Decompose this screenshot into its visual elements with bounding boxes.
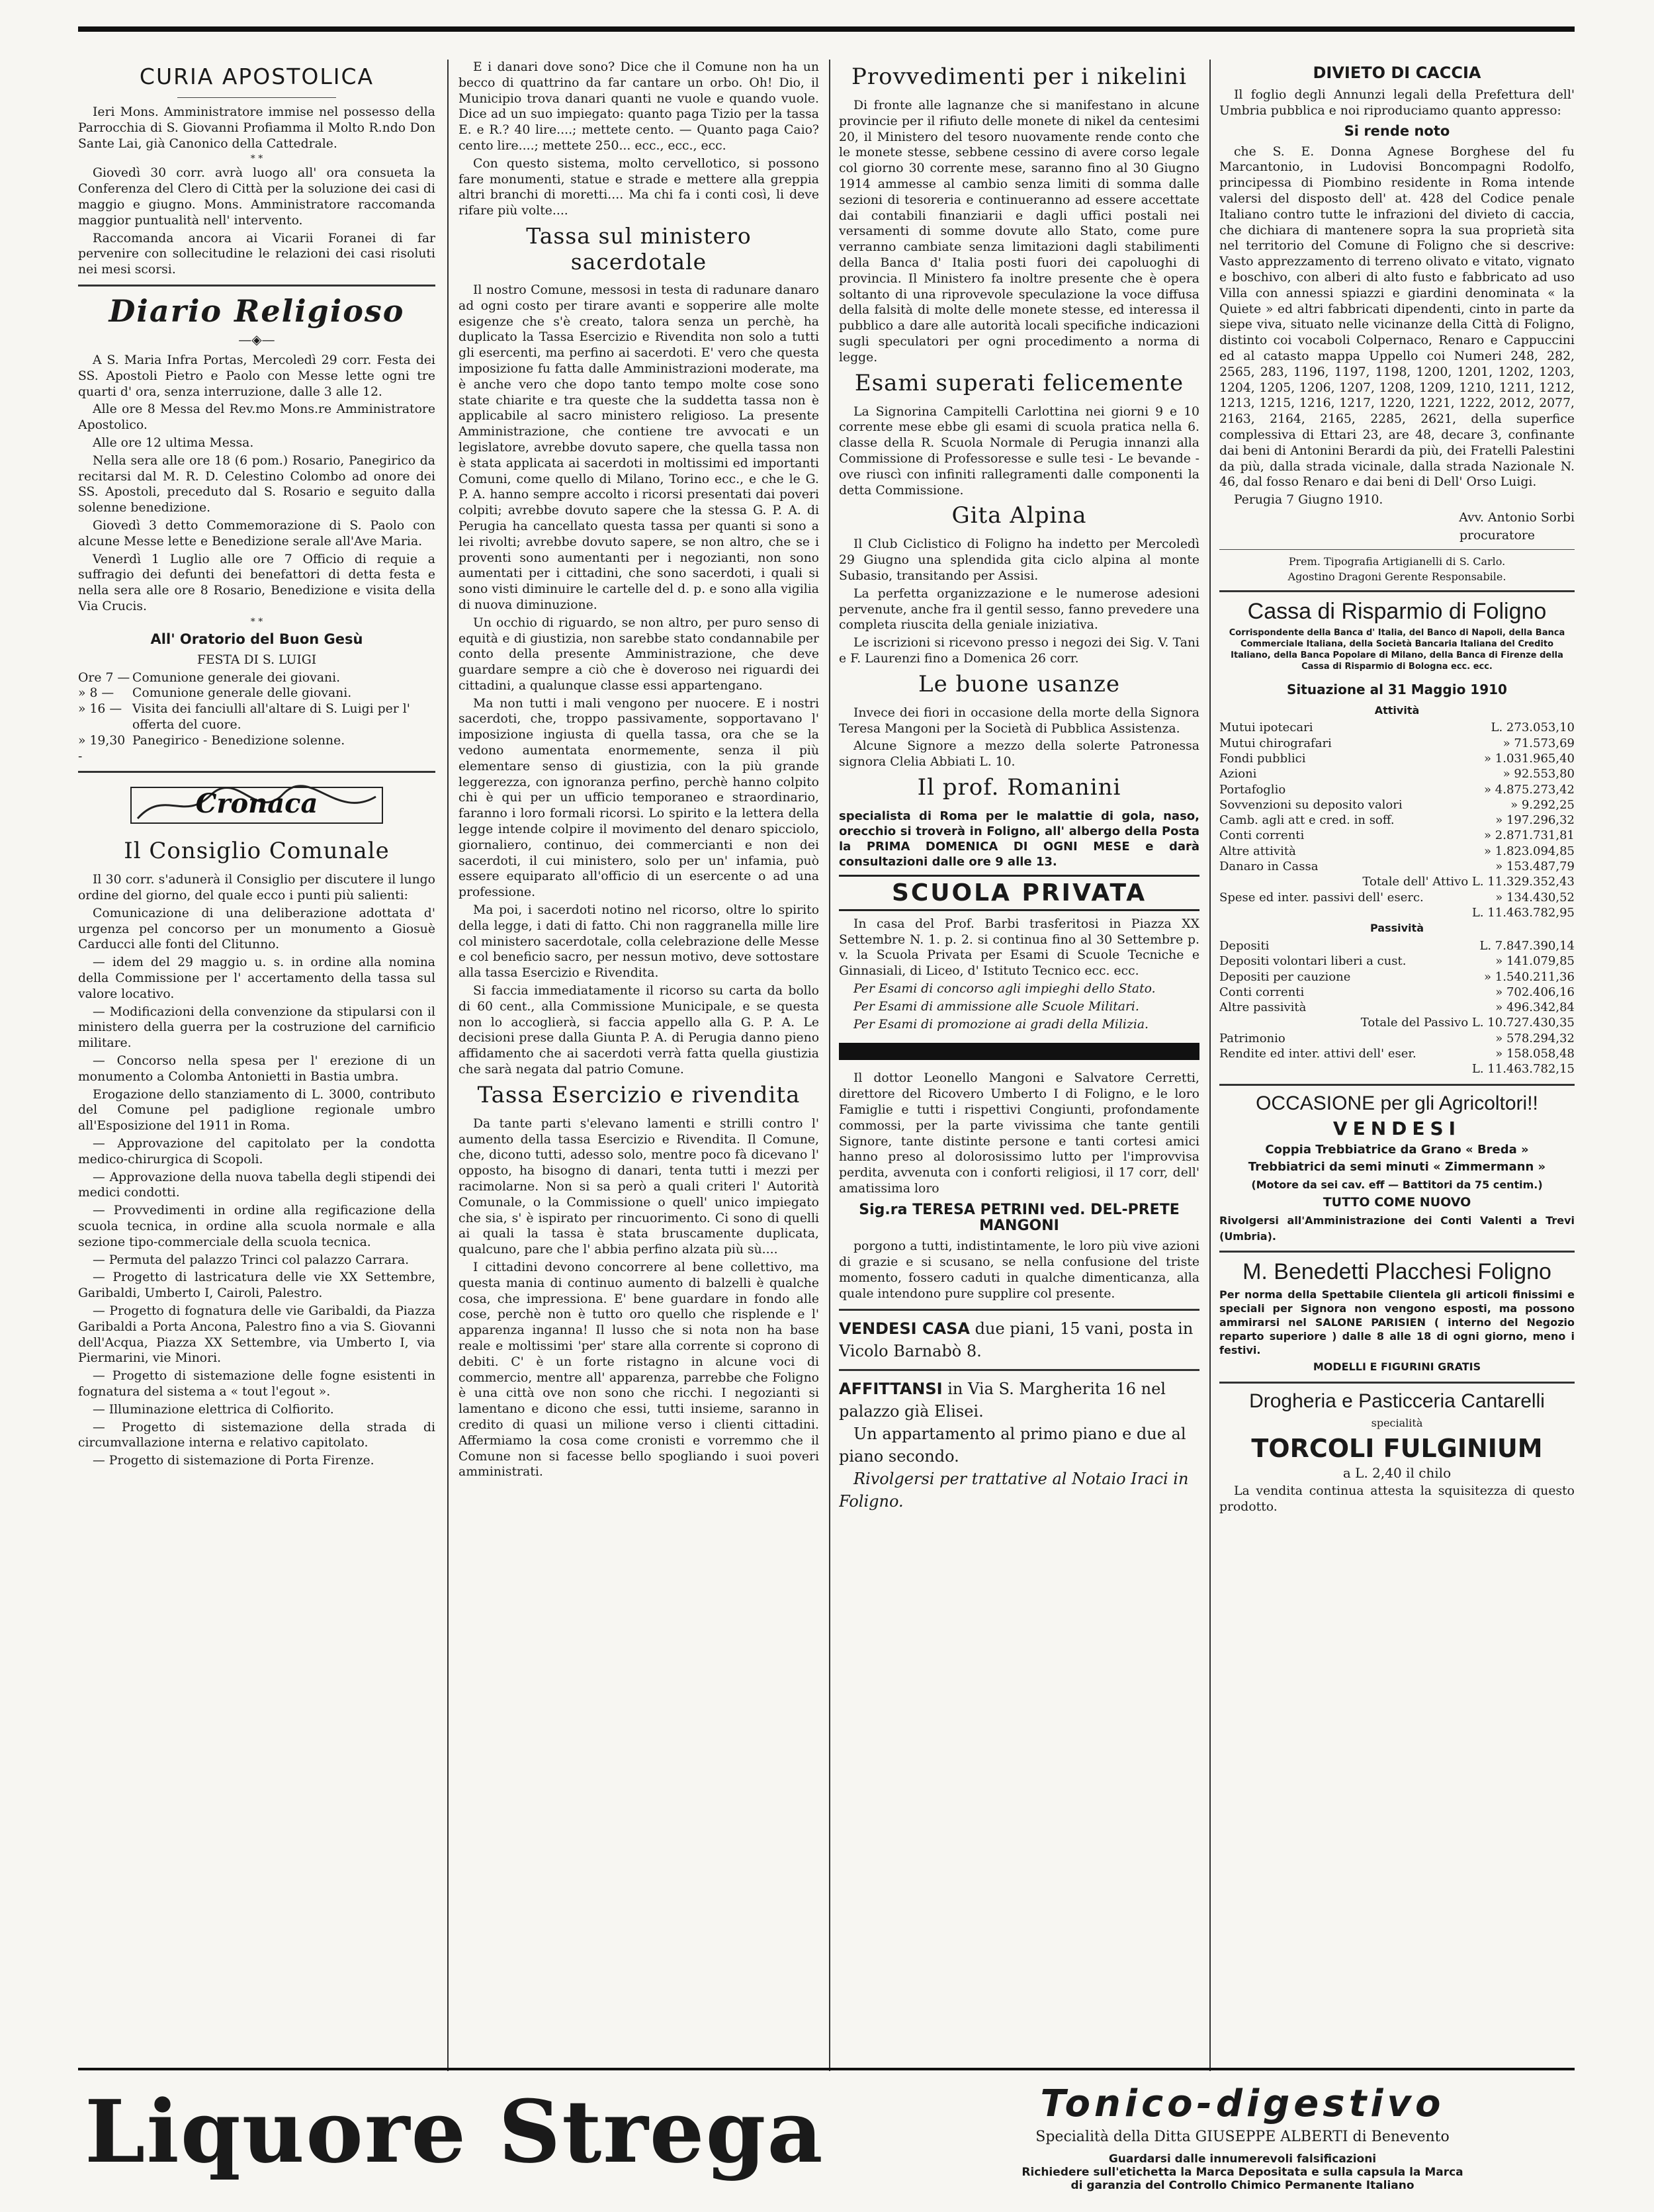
lutto-name: Sig.ra TERESA PETRINI ved. DEL-PRETE MANGONI [859,1201,1180,1234]
article-paragraph: Il Club Ciclistico di Foligno ha indetto per Mercoledì 29 Giugno una splendida gita ciclo alpina al monte Subasio, transitando per Assisi. [839,537,1199,583]
table-total: L. 11.463.782,15 [1471,1062,1575,1077]
article-paragraph: E i danari dove sono? Dice che il Comune non ha un becco di quattrino da far cantare un orbo. Oh! Dio, il Municipio trova danari quanti ne vuole e quando vuole. Dice ad un suo impiegato: quanto paga Tizio per la tassa E. e R.? 40 lire....; mettete cento. — Quanto paga Caio? cento lire....; mettete 250... ecc., ecc., ecc. [458,60,819,153]
esami-title: Esami superati felicemente [854,369,1184,396]
section-divider [1219,1382,1575,1384]
schedule-row: Ore 7 — Comunione generale dei giovani. [78,670,341,685]
diario-paragraph: Alle ore 12 ultima Messa. [93,435,254,450]
table-row: Rendite ed inter. attivi dell' eser. » 158.058,48 [1219,1047,1575,1061]
consiglio-paragraph: — Progetto di sistemazione di Porta Firenze. [93,1454,374,1468]
schedule-row: » 8 — Comunione generale delle giovani. [78,686,352,701]
footer-ads [78,2068,1575,2192]
svg-text:Cronaca: Cronaca [195,788,318,820]
attivita-heading: Attività [1374,703,1420,717]
divider [1219,549,1575,550]
table-row: Mutui chirografari » 71.573,69 [1219,736,1575,750]
mourning-bar [839,1043,1199,1060]
table-row: Altre attività » 1.823.094,85 [1219,844,1575,858]
article-paragraph: Con questo sistema, molto cervellotico, si possono fare monumenti, statue e strade e mettere alla greppia altri branchi di moretti.... Ma chi fa i conti così, li deve rifare più volte.... [458,156,819,218]
nikelini-title: Provvedimenti per i nikelini [851,64,1188,90]
attivita-table [1219,720,1575,920]
table-row: Azioni » 92.553,80 [1219,767,1575,781]
curia-paragraph: Ieri Mons. Amministratore immise nel possesso della Parrocchia di S. Giovanni Profiamma il Molto R.ndo Don Sante Lai, già Canonico della Cattedrale. [78,105,435,151]
divieto-subtitle: Si rende noto [1344,122,1450,139]
table-row: Patrimonio » 578.294,32 [1219,1031,1575,1045]
tassa-esercizio-title: Tassa Esercizio e rivendita [477,1081,801,1108]
benedetti-title: M. Benedetti Placchesi Foligno [1242,1259,1551,1285]
article-paragraph: che S. E. Donna Agnese Borghese del fu Marcantonio, in Ludovisi Boncompagni Rodolfo, principessa di Piombino residente in Roma intende valersi del disposto dell' at. 428 del Codice penale Italiano contro tutte le infrazioni del divieto di caccia, che dichiara di mantenere sopra la sua proprietà sita nel territorio del Comune di Foligno che si descrive: Vasto apprezzamento di terreno olivato e vitato, vignato e boschivo, con alberi di alto fusto e fabbricato ad uso Villa con annessi spiazzi e giardini denominata « la Quiete » ed altri fabbricati dipendenti, cinto in parte da siepe viva, situato nelle vicinanze della Città di Foligno, distinto coi vocaboli Colpernaco, Renaro e Cappuccini ed al catasto mappa Uppello coi Numeri 248, 282, 2565, 283, 1196, 1197, 1198, 1200, 1201, 1202, 1203, 1204, 1205, 1206, 1207, 1208, 1209, 1210, 1211, 1212, 1213, 1215, 1216, 1217, 1220, 1221, 1222, 2012, 2077, 2163, 2164, 2165, 2285, 2621, della superfice complessiva di Ettari 23, are 48, decare 3, confinante dai beni di Antonini Berardi da più, dei Fratelli Palestini da più, dalla strada vicinale, dalla strada Nazionale N. 46, dal fosso Renaro e dai beni di Dell' Orso Luigi. [1219,144,1575,490]
torcoli-title: TORCOLI FULGINIUM [1251,1434,1543,1464]
printer-line: Prem. Tipografia Artigianelli di S. Carlo. [1288,554,1506,568]
column-divider [1209,60,1211,2071]
top-rule [78,26,1575,32]
ornament-icon: —◈— [238,331,275,347]
table-row: Danaro in Cassa » 153.487,79 [1219,859,1575,873]
divider [177,97,336,98]
occasione-line: TUTTO COME NUOVO [1323,1195,1471,1210]
schedule-row: » 19,30 - Panegirico - Benedizione solenne. [78,733,345,764]
romanini-title: Il prof. Romanini [917,774,1121,801]
table-row: Altre passività » 496.342,84 [1219,1000,1575,1015]
article-paragraph: Per Esami di concorso agli impieghi dello Stato. [853,982,1156,996]
table-total: L. 11.463.782,95 [1471,905,1575,920]
table-row: Camb. agli att e cred. in soff. » 197.296,32 [1219,813,1575,828]
column-divider [447,60,449,2071]
cronaca-logo [124,782,389,828]
printer-line: Agostino Dragoni Gerente Responsabile. [1287,570,1506,583]
asterism: * * [250,154,263,165]
consiglio-paragraph: — Provvedimenti in ordine alla regificazione della scuola tecnica, in ordine alla scuola normale e alla sezione tipo-commerciale della scuola tecnica. [78,1204,435,1249]
footer-rule [78,2068,1575,2070]
guard-text: Guardarsi dalle innumerevoli falsificazioni Richiedere sull'etichetta la Marca Depositata e sulla capsula la Marca di garanzia del Controllo Chimico Permanente Italiano [1022,2152,1463,2192]
article-paragraph: Invece dei fiori in occasione della morte della Signora Teresa Mangoni per la Società di Pubblica Assistenza. [839,705,1199,736]
liquore-strega-ad: Liquore Strega [85,2081,824,2182]
consiglio-paragraph: — Approvazione della nuova tabella degli stipendi dei medici condotti. [78,1170,435,1200]
consiglio-paragraph: Erogazione dello stanziamento di L. 3000, contributo del Comune pel padiglione regionale umbro all'Esposizione del 1911 in Roma. [78,1087,435,1133]
consiglio-paragraph: — Progetto di sistemazione della strada di circumvallazione interna e relativo capitolato. [78,1420,435,1450]
table-row: Spese ed inter. passivi dell' eserc. » 134.430,52 [1219,890,1575,905]
diario-paragraph: Nella sera alle ore 18 (6 pom.) Rosario, Panegirico da recitarsi dal M. R. D. Celestino Colombo ad onore dei SS. Apostoli, preceduto dal S. Rosario e seguito dalla solenne benedizione. [78,453,435,515]
occasione-line: Trebbiatrici da semi minuti « Zimmermann » [1248,1160,1546,1174]
table-row: Depositi volontari liberi a cust. » 141.079,85 [1219,954,1575,969]
gita-title: Gita Alpina [951,502,1087,529]
article-paragraph: Le iscrizioni si ricevono presso i negozi dei Sig. V. Tani e F. Laurenzi fino a Domenica 26 corr. [839,636,1199,666]
cassa-subtitle: Corrispondente della Banca d' Italia, del Banco di Napoli, della Banca Commerciale Italiana, della Società Bancaria Italiana del Credito Italiano, della Banca Popolare di Milano, della Banca di Firenze della Cassa di Risparmio di Bologna ecc. ecc. [1229,627,1565,672]
vendesi-ad: VENDESI CASA due piani, 15 vani, posta in Vicolo Barnabò 8. [839,1319,1194,1360]
passivita-heading: Passività [1370,922,1424,935]
drogheria-spec: specialità [1371,1417,1423,1430]
occasione-title: OCCASIONE per gli Agricoltori!! [1256,1092,1538,1114]
diario-title: Diario Religioso [109,292,405,329]
table-row: Depositi L. 7.847.390,14 [1219,938,1575,953]
table-row: Fondi pubblici » 1.031.965,40 [1219,751,1575,766]
section-divider [1219,1084,1575,1086]
article-paragraph: Di fronte alle lagnanze che si manifestano in alcune provincie per il rifiuto delle monete di nikel da centesimi 20, il Ministero del tesoro nuovamente rende conto che le monete stesse, sebbene cessino di avere corso legale col giorno 30 corrente mese, saranno fino al 30 Giugno 1914 ammesse al cambio senza limiti di somma dalle sezioni di tesoreria e continueranno ad essere accettate dai contabili finanziarii e dagli uffici postali nei versamenti di somme dovute allo Stato, come pure verranno cambiate senza limitazioni dagli stabilimenti della Banca d' Italia posti fuori dei capoluoghi di provincia. Il Ministero fa inoltre presente che è opera soltanto di una riprovevole speculazione la voce diffusa della falsità di molte delle monete stesse, ed interessa il pubblico a dare alle autorità locali specifiche indicazioni sugli speculatori per ogni procedimento a norma di legge. [839,99,1199,365]
article-paragraph: Per Esami di ammissione alle Scuole Militari. [853,999,1139,1014]
article-paragraph: Un occhio di riguardo, se non altro, per puro senso di equità e di giustizia, non sarebbe stato condannabile per conto della presente Amministrazione, che deve guardare sempre a ciò che è doveroso nei riguardi dei cittadini, a qualunque classe essi appartengano. [458,615,819,693]
tassa-ministero-title: Tassa sul ministero sacerdotale [526,222,752,275]
divieto-signature-role: procuratore [1459,528,1535,543]
consiglio-paragraph: — Progetto di fognatura delle vie Garibaldi, da Piazza Garibaldi a Porta Ancona, Palestro fino a via S. Giovanni dell'Acqua, Piazza XX Settembre, via Umberto I, via Piermarini, vie Minori. [78,1304,435,1366]
consiglio-paragraph: Comunicazione di una deliberazione adottata d' urgenza pel concorso per un monumento a Giosuè Carducci alle fonti del Clitunno. [78,906,435,952]
table-row: Depositi per cauzione » 1.540.211,36 [1219,969,1575,984]
affittansi-text: Rivolgersi per trattative al Notaio Iraci in Foligno. [839,1469,1189,1511]
article-paragraph: La perfetta organizzazione e le numerose adesioni pervenute, anche fra il gentil sesso, fanno prevedere una completa riuscita della geniale iniziativa. [839,586,1199,633]
article-paragraph: I cittadini devono concorrere al bene collettivo, ma questa mania di continuo aumento di balzelli è qualche cosa, che impressiona. E' bene guardare in fondo alle cose, perchè non è tutto oro quello che risplende e l' apparenza inganna! Il lusso che si nota non ha base reale e moltissimi 'per' stare alla corrente si coprono di debiti. C' è un forte ristagno in alcune voci di commercio, mentre all' apparenza, parrebbe che Foligno è una città ove non sono che ricchi. I negozianti si lamentano e dicono che essi, tutti insieme, saranno in credito di quasi un milione verso i clienti cittadini. Affermiamo la cosa come cronisti e vorremmo che il Comune non si facesse bello spogliando i suoi poveri amministrati. [458,1260,819,1480]
diario-paragraph: Venerdì 1 Luglio alle ore 7 Officio di requie a suffragio dei defunti dei benefattori di detta festa e nella sera alle ore 8 Rosario, Benedizione e visita della Via Crucis. [78,552,435,613]
divieto-signature: Avv. Antonio Sorbi [1459,510,1575,525]
schedule-row: » 16 — Visita dei fanciulli all'altare di S. Luigi per l' offerta del cuore. [78,702,410,732]
torcoli-price: a L. 2,40 il chilo [1342,1465,1452,1482]
diario-paragraph: Giovedì 3 detto Commemorazione di S. Paolo con alcune Messe lette e Benedizione serale all'Ave Maria. [78,518,435,549]
consiglio-paragraph: — Permuta del palazzo Trinci col palazzo Carrara. [93,1253,410,1267]
article-paragraph: Si faccia immediatamente il ricorso su carta da bollo di 60 cent., alla Commissione Municipale, e se questa non lo accoglierà, si faccia appello alla G. P. A. Le decisioni prese dalla Giunta P. A. di Perugia danno pieno affidamento che ai sacerdoti verrà fatta quella giustizia che sarà negata dal patrio Comune. [458,984,819,1077]
specialita-line: Specialità della Ditta GIUSEPPE ALBERTI di Benevento [1035,2129,1450,2145]
diario-paragraph: A S. Maria Infra Portas, Mercoledì 29 corr. Festa dei SS. Apostoli Pietro e Paolo con Messe lette ogni tre quarti d' ora, senza interruzione, dalle 3 alle 12. [78,353,435,399]
section-divider [78,285,435,287]
curia-paragraph: Giovedì 30 corr. avrà luogo all' ora consueta la Conferenza del Clero di Città per la soluzione dei casi di maggio e giugno. Mons. Amministratore raccomanda maggior puntualità nell' intervento. [78,166,435,228]
romanini-text: specialista di Roma per le malattie di gola, naso, orecchio si troverà in Foligno, all' albergo della Posta la PRIMA DOMENICA DI OGNI MESE e darà consultazioni dalle ore 9 alle 13. [839,809,1199,869]
cassa-title: Cassa di Risparmio di Foligno [1247,598,1547,624]
vendesi-title: VENDESI [1332,1117,1461,1139]
table-total: Totale del Passivo L. 10.727.430,35 [1360,1016,1575,1030]
diario-paragraph: Alle ore 8 Messa del Rev.mo Mons.re Amministratore Apostolico. [78,402,435,433]
passivita-table [1219,938,1575,1077]
consiglio-paragraph: Il 30 corr. s'adunerà il Consiglio per discutere il lungo ordine del giorno, del quale ecco i punti più salienti: [78,873,435,903]
consiglio-paragraph: — Progetto di lastricatura delle vie XX Settembre, Garibaldi, Umberto I, Cairoli, Palestro. [78,1270,435,1301]
section-divider [1219,1251,1575,1253]
consiglio-paragraph: — Approvazione del capitolato per la condotta medico-chirurgica di Scopoli. [78,1137,435,1167]
consiglio-paragraph: — Progetto di sistemazione delle fogne esistenti in fognatura del sistema a « tout l'egout ». [78,1369,435,1399]
consiglio-title: Il Consiglio Comunale [124,838,390,865]
column-1 [78,60,435,2064]
column-divider [829,60,830,2071]
section-divider [839,1369,1199,1371]
column-4 [1219,60,1575,2064]
newspaper-page [78,26,1575,2190]
table-row: Mutui ipotecari L. 273.053,10 [1219,721,1575,735]
table-row: Conti correnti » 2.871.731,81 [1219,828,1575,843]
lutto-paragraph: porgono a tutti, indistintamente, le loro più vive azioni di grazie e si scusano, se nella confusione del triste momento, fossero caduti in qualche dimenticanza, alla quale intendono pure supplire col presente. [839,1239,1199,1301]
divieto-date: Perugia 7 Giugno 1910. [1234,493,1383,508]
table-total: Totale dell' Attivo L. 11.329.352,43 [1362,875,1575,889]
oratorio-subtitle: FESTA DI S. LUIGI [196,652,317,667]
occasione-line: (Motore da sei cav. eff — Battitori da 75 centim.) [1251,1178,1543,1192]
curia-title: CURIA APOSTOLICA [139,64,374,89]
divieto-title: DIVIETO DI CACCIA [1313,64,1481,82]
lutto-paragraph: Il dottor Leonello Mangoni e Salvatore Cerretti, direttore del Ricovero Umberto I di Foligno, e le loro Famiglie e tutti i rispettivi Congiunti, profondamente commossi, per la parte vivissima che tante gentili Signore, tante distinte persone e tanti cortesi amici hanno preso al dolorosissimo lutto per l'improvvisa perdita, avvenuta con i conforti religiosi, il 17 corr, dell' amatissima loro [839,1071,1199,1196]
consiglio-paragraph: — Modificazioni della convenzione da stipularsi con il ministero della guerra per la costruzione del carnificio militare. [78,1004,435,1051]
oratorio-title: All' Oratorio del Buon Gesù [150,631,363,647]
affittansi-text: Un appartamento al primo piano e due al piano secondo. [839,1424,1186,1466]
section-divider [1219,590,1575,592]
article-paragraph: Il foglio degli Annunzi legali della Prefettura dell' Umbria pubblica e noi riproduciamo quanto appresso: [1219,88,1575,118]
consiglio-paragraph: — Concorso nella spesa per l' erezione di un monumento a Colomba Antonietti in Bastia umbra. [78,1054,435,1084]
occasione-line: Rivolgersi all'Amministrazione dei Conti Valenti a Trevi (Umbria). [1219,1214,1575,1243]
section-divider [839,1309,1199,1311]
situazione-title: Situazione al 31 Maggio 1910 [1287,681,1507,697]
occasione-line: Coppia Trebbiatrice da Grano « Breda » [1265,1142,1529,1157]
drogheria-text: La vendita continua attesta la squisitezza di questo prodotto. [1219,1483,1575,1514]
article-paragraph: La Signorina Campitelli Carlottina nei giorni 9 e 10 corrente mese ebbe gli esami di scuola pratica nella 6. classe della R. Scuola Normale di Perugia innanzi alla Commissione di Professoresse e sulle tesi - Le bevande - ove riuscì con infiniti rallegramenti dalle componenti la detta Commissione. [839,404,1199,498]
section-divider [78,771,435,773]
benedetti-text: Per norma della Spettabile Clientela gli articoli finissimi e speciali per Signora non vengono esposti, ma possono ammirarsi nel SALONE PARISIEN ( interno del Negozio reparto superiore ) dalle 8 alle 18 di ogni giorno, meno i festivi. [1219,1288,1575,1357]
column-3 [839,60,1199,2064]
article-paragraph: Da tante parti s'elevano lamenti e strilli contro l' aumento della tassa Esercizio e Rivendita. Il Comune, che, dicono tutti, adesso solo, mentre poco fà dicevano l' opposto, ha bisogno di danari, tenta tutti i mezzi per racimolarne. Non si sa però a quali criteri l' Autorità Comunale, o la Commissione o quell' unico impiegato che sia, s' è ispirato per rincuorimento. Ci sono di quelli ai quali la tassa è stata bruscamente duplicata, qualcuno, pare che l' abbia perfino alzata più sù.... [458,1116,819,1257]
asterism: * * [250,616,263,627]
benedetti-last: MODELLI E FIGURINI GRATIS [1313,1360,1481,1374]
article-paragraph: Alcune Signore a mezzo della solerte Patronessa signora Clelia Abbiati L. 10. [839,739,1199,770]
article-paragraph: Per Esami di promozione ai gradi della Milizia. [853,1017,1149,1032]
article-paragraph: Il nostro Comune, messosi in testa di radunare danaro ad ogni costo per tirare avanti e sopperire alle molte esigenze che s'è creato, talora senza un perchè, ha duplicato la Tassa Esercizio e Rivendita non solo a tutti gli esercenti, ma perfino ai sacerdoti. E' vero che questa imposizione fu fatta dalle Amministrazioni moderate, ma è anche vero che dopo tanto tempo molte cose sono state chiarite e tra queste che la suddetta tassa non è applicabile al sacro ministero religioso. La presente Amministrazione, che contiene tre avvocati e un legislatore, avrebbe dovuto sapere, che quella tassa non è stata applicata ai sacerdoti in moltissimi ed importanti Comuni, come quello di Milano, Torino ecc., e che le G. P. A. hanno sempre accolto i ricorsi presentati dai poveri colpiti; avrebbe dovuto sapere che la stessa G. P. A. di Perugia ha cancellato questa tassa per quanti si sono a lei rivolti; avrebbe dovuto sapere, se non altro, che se i proventi sono aumentanti per i negozianti, non sono aumentati per i cittadini, che sono sacerdoti, i quali si sono visti diminuire le cartelle del d. p. e sono alla vigilia di nuova diminuzione. [458,283,819,612]
scuola-privata-title: SCUOLA PRIVATA [839,875,1199,911]
tonico-title: Tonico-digestivo [1040,2082,1445,2125]
column-2 [458,60,819,2064]
drogheria-title: Drogheria e Pasticceria Cantarelli [1249,1390,1545,1413]
curia-paragraph: Raccomanda ancora ai Vicarii Foranei di far pervenire con sollecitudine le relazioni dei casi risoluti nei mesi scorsi. [78,231,435,277]
affittansi-ad: AFFITTANSI in Via S. Margherita 16 nel palazzo già Elisei. [839,1379,1166,1421]
table-row: Conti correnti » 702.406,16 [1219,985,1575,999]
article-paragraph: Ma non tutti i mali vengono per nuocere. E i nostri sacerdoti, che, troppo passivamente, sopportavano l' imposizione ingiusta di quella tassa, ora che se la vedono aumentata enormemente, senza il più elementare senso di giustizia, con la più grande leggerezza, con ignoranza perfino, perchè hanno colpito chi è qui per un ufficio temporaneo e straordinario, faranno i loro formali ricorsi. Lo spirito e la lettera della legge intende colpire il movimento del denaro spicciolo, giornaliero, continuo, dei commercianti e non dei sacerdoti, il cui ministero, solo per un' infamia, può essere equiparato all'officio di un esercente o ad una professione. [458,696,819,900]
article-paragraph: In casa del Prof. Barbi trasferitosi in Piazza XX Settembre N. 1. p. 2. si continua fino al 30 Settembre p. v. la Scuola Privata per Esami di Scuole Tecniche e Ginnasiali, di Liceo, d' Istituto Tecnico ecc. ecc. [839,916,1199,979]
oratorio-schedule [78,670,435,765]
table-row: Portafoglio » 4.875.273,42 [1219,782,1575,797]
usanze-title: Le buone usanze [918,670,1120,697]
table-row: Sovvenzioni su deposito valori » 9.292,25 [1219,797,1575,812]
consiglio-paragraph: — idem del 29 maggio u. s. in ordine alla nomina della Commissione per l' accertamento della tassa sul valore locativo. [78,955,435,1001]
article-paragraph: Ma poi, i sacerdoti notino nel ricorso, oltre lo spirito della legge, i dati di fatto. Chi non raggranella mille lire col ministero sacerdotale, colla celebrazione delle Messe e col beneficio sacro, per nessun motivo, deve sottostare alla tassa Esercizio e Rivendita. [458,903,819,981]
consiglio-paragraph: — Illuminazione elettrica di Colfiorito. [93,1402,334,1417]
